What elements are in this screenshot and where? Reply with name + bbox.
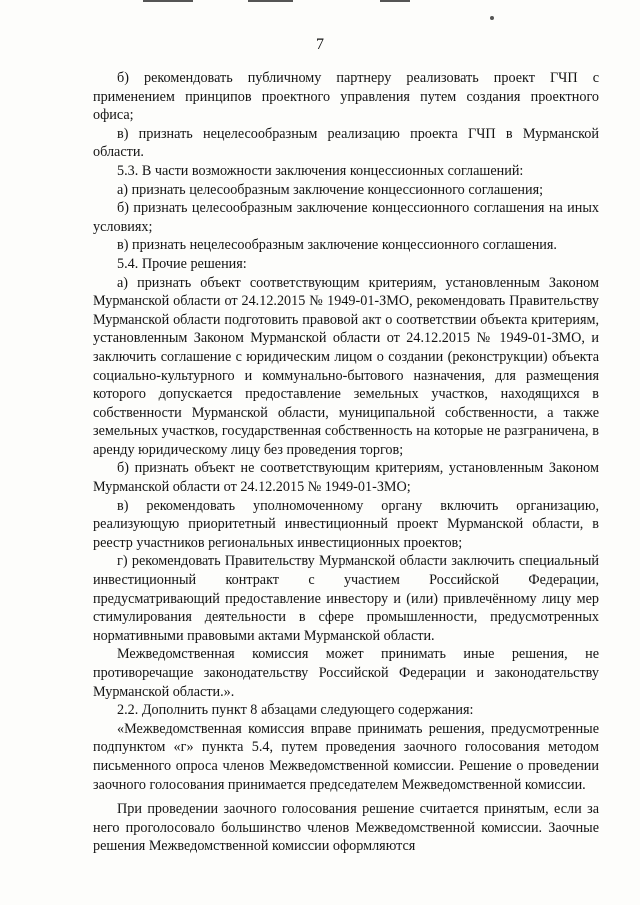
scan-mark <box>490 16 494 20</box>
document-body <box>93 69 599 856</box>
paragraph: Межведомственная комиссия может принимать иные решения, не противоречащие законодательству Российской Федерации и законодательству Мурманской области.». <box>93 646 599 700</box>
paragraph: При проведении заочного голосования решение считается принятым, если за него проголосовало большинство членов Межведомственной комиссии. Заочные решения Межведомственной комиссии оформляются <box>93 801 599 855</box>
paragraph: а) признать объект соответствующим критериям, установленным Законом Мурманской области от 24.12.2015 № 1949-01-ЗМО, рекомендовать Правительству Мурманской области подготовить правовой акт о соответствии объекта критериям, установленным Законом Мурманской области от 24.12.2015 № 1949-01-ЗМО, и заключить соглашение с юридическим лицом о создании (реконструкции) объекта социально-культурного и коммунально-бытового назначения, для размещения которого допускается предоставление земельных участков, находящихся в собственности Мурманской области, муниципальной собственности, а также земельных участков, государственная собственность на которые не разграничена, в аренду юридическому лицу без проведения торгов; <box>93 274 599 458</box>
paragraph: б) признать целесообразным заключение концессионного соглашения на иных условиях; <box>93 200 599 235</box>
paragraph: 2.2. Дополнить пункт 8 абзацами следующего содержания: <box>117 702 474 719</box>
paragraph: 5.3. В части возможности заключения концессионных соглашений: <box>117 162 524 179</box>
scan-mark <box>248 0 293 2</box>
paragraph: в) признать нецелесообразным заключение концессионного соглашения. <box>117 237 557 254</box>
paragraph: «Межведомственная комиссия вправе принимать решения, предусмотренные подпунктом «г» пункта 5.4, путем проведения заочного голосования методом письменного опроса членов Межведомственной комиссии. Решение о проведении заочного голосования принимается председателем Межведомственной комиссии. <box>93 720 599 793</box>
paragraph: в) рекомендовать уполномоченному органу включить организацию, реализующую приоритетный инвестиционный проект Мурманской области, в реестр участников региональных инвестиционных проектов; <box>93 497 599 551</box>
paragraph: а) признать целесообразным заключение концессионного соглашения; <box>117 181 544 198</box>
paragraph: в) признать нецелесообразным реализацию проекта ГЧП в Мурманской области. <box>93 125 599 161</box>
paragraph: б) рекомендовать публичному партнеру реализовать проект ГЧП с применением принципов проектного управления путем создания проектного офиса; <box>93 70 599 124</box>
paragraph: 5.4. Прочие решения: <box>117 255 247 272</box>
paragraph: г) рекомендовать Правительству Мурманской области заключить специальный инвестиционный контракт с участием Российской Федерации, предусматривающий предоставление инвестору и (или) привлечённому лицу мер стимулирования деятельности в сфере промышленности, предусмотренных нормативными правовыми актами Мурманской области. <box>93 553 599 644</box>
scan-mark <box>143 0 193 2</box>
page-number: 7 <box>316 36 324 53</box>
paragraph: б) признать объект не соответствующим критериям, установленным Законом Мурманской области от 24.12.2015 № 1949-01-ЗМО; <box>93 460 599 496</box>
scan-mark <box>380 0 410 2</box>
